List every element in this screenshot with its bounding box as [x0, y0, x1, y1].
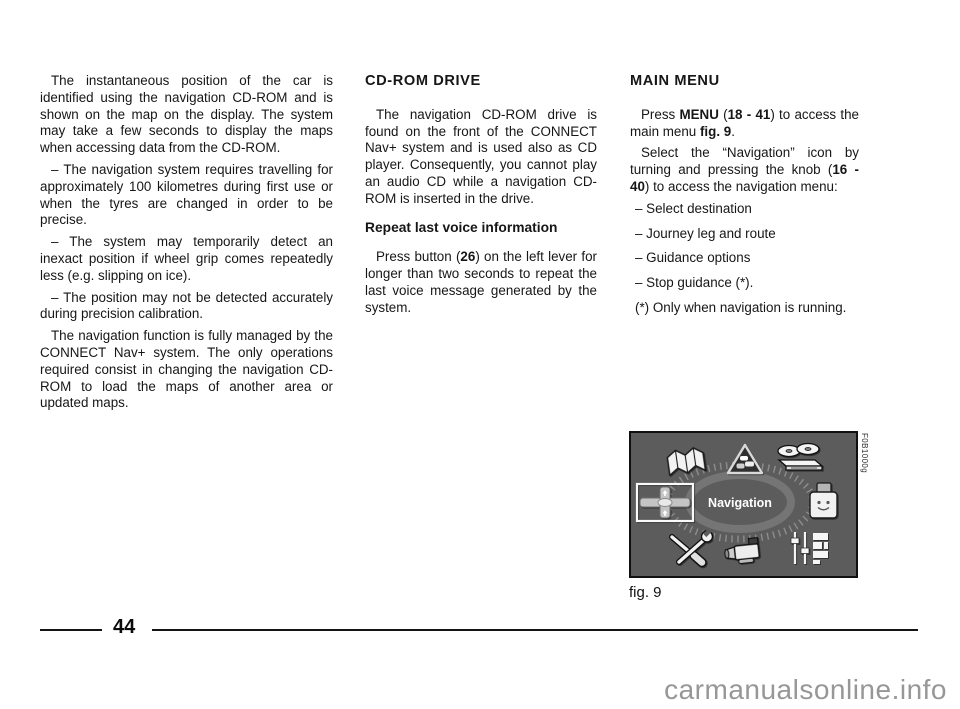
section-heading-main-menu: MAIN MENU — [630, 73, 720, 89]
figure-9-navigation-screen — [629, 431, 858, 578]
watermark: carmanualsonline.info — [664, 674, 947, 705]
paragraph: Press button (26) on the left lever for longer than two seconds to repeat the last voice message generated by the system. — [365, 249, 597, 315]
crossroad-icon — [637, 484, 693, 521]
figure-caption: fig. 9 — [629, 584, 662, 601]
list-item-journey-leg: – Journey leg and route — [635, 225, 776, 241]
map-icon — [667, 447, 706, 476]
column-cdrom-drive — [365, 73, 597, 322]
cd-drive-icon — [778, 444, 822, 471]
paragraph: The instantaneous position of the car is identified using the navigation CD-ROM and is shown on the map on the display. The system may take a few seconds to display the maps when accessing data from the CD-ROM. — [40, 73, 333, 156]
paragraph: – The system may temporarily detect an inexact position if wheel grip comes repeatedly less (e.g. slipping on ice). — [40, 234, 333, 283]
column-main-menu — [630, 73, 859, 317]
navigation-label: Navigation — [708, 496, 772, 510]
footer-rule-left — [40, 629, 102, 631]
section-heading-cdrom-drive: CD-ROM DRIVE — [365, 73, 481, 89]
footnote: (*) Only when navigation is running. — [635, 299, 847, 315]
paragraph: – The position may not be detected accurately during precision calibration. — [40, 289, 333, 322]
footer-rule-right — [152, 629, 918, 631]
list-item-select-destination: – Select destination — [635, 200, 752, 216]
paragraph: The navigation function is fully managed by the CONNECT Nav+ system. The only operations required consist in changing the navigation CD-ROM to load the maps of another area or updated maps. — [40, 328, 333, 411]
paragraph: Press MENU (18 - 41) to access the main menu fig. 9. — [630, 106, 859, 139]
paragraph: – The navigation system requires travelling for approximately 100 kilometres during first use or when the tyres are changed in order to be precise. — [40, 161, 333, 228]
phone-icon — [810, 483, 837, 518]
traffic-warning-icon — [728, 445, 762, 473]
video-camera-icon — [724, 538, 760, 565]
page-number: 44 — [113, 616, 136, 638]
figure-reference-code: F0B1000g — [860, 433, 869, 474]
subheading-repeat-voice: Repeat last voice information — [365, 219, 558, 235]
paragraph: The navigation CD-ROM drive is found on the front of the CONNECT Nav+ system and is used also as CD player. Consequently, you cannot play an audio CD while a navigation CD-ROM is inserted in the drive. — [365, 106, 597, 206]
list-item-guidance-options: – Guidance options — [635, 250, 751, 266]
equalizer-icon — [791, 532, 828, 564]
list-item-stop-guidance: – Stop guidance (*). — [635, 275, 754, 291]
column-position-text — [40, 73, 333, 417]
tools-icon — [672, 529, 713, 563]
paragraph: Select the “Navigation” icon by turning and pressing the knob (16 - 40) to access the navigation menu: — [630, 145, 859, 194]
